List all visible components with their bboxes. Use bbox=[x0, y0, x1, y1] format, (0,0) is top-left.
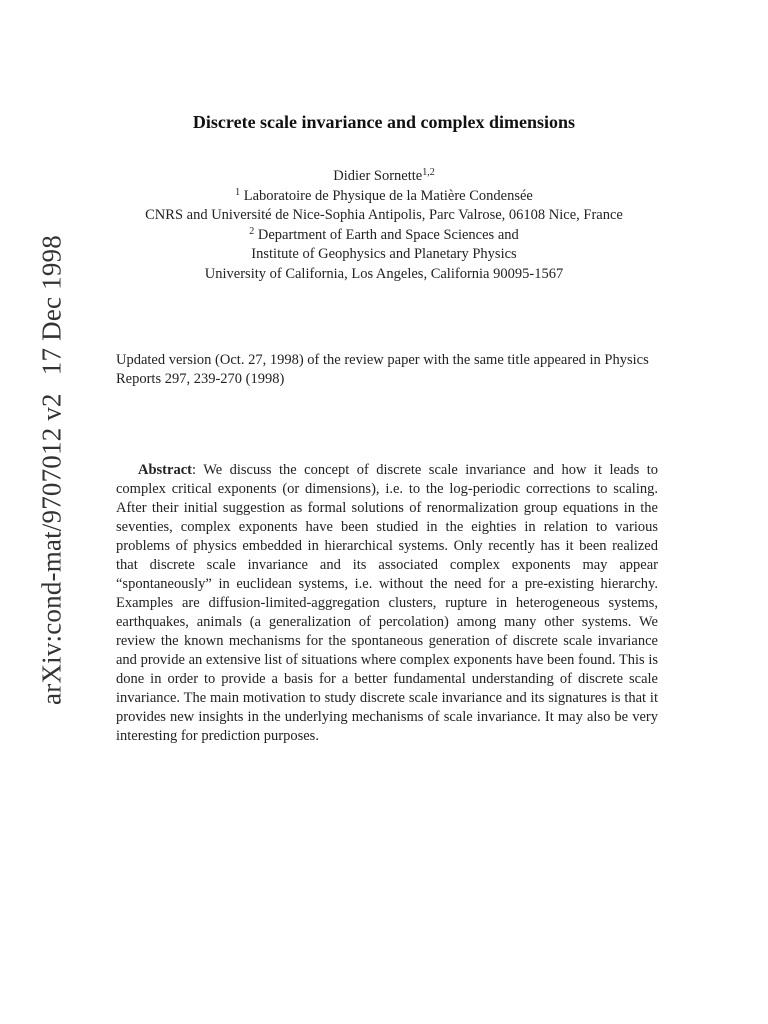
affiliation-1-line-2: CNRS and Université de Nice-Sophia Antipolis, Parc Valrose, 06108 Nice, France bbox=[145, 207, 623, 223]
abstract-text: : We discuss the concept of discrete scale invariance and how it leads to complex critical exponents (or dimensions), i.e. to the log-periodic corrections to scaling. After their initial suggestion as formal solutions of renormalization group equations in the seventies, complex exponents have been studied in the eighties in relation to various problems of physics embedded in hierarchical systems. Only recently has it been realized that discrete scale invariance and its associated complex exponents may appear “spontaneously” in euclidean systems, i.e. without the need for a pre-existing hierarchy. Examples are diffusion-limited-aggregation clusters, rupture in heterogeneous systems, earthquakes, animals (a generalization of percolation) among many other systems. We review the known mechanisms for the spontaneous generation of discrete scale invariance and provide an extensive list of situations where complex exponents have been found. This is done in order to provide a basis for a better fundamental understanding of discrete scale invariance. The main motivation to study discrete scale invariance and its signatures is that it provides new insights in the underlying mechanisms of scale invariance. It may also be very interesting for prediction purposes. bbox=[116, 462, 658, 744]
affiliation-2-line-1 bbox=[0, 226, 768, 246]
abstract-label: Abstract bbox=[138, 462, 192, 478]
arxiv-id: arXiv:cond-mat/9707012 v2 bbox=[36, 393, 67, 705]
author-name: Didier Sornette bbox=[333, 168, 423, 184]
author-line bbox=[0, 167, 768, 187]
affiliation-1-mark: 1 bbox=[235, 186, 241, 198]
affiliation-2-line-2: Institute of Geophysics and Planetary Physics bbox=[251, 246, 517, 262]
paper-title: Discrete scale invariance and complex dimensions bbox=[192, 112, 576, 132]
author-block bbox=[0, 167, 768, 284]
arxiv-identifier-stamp bbox=[37, 235, 68, 705]
affiliation-2-text: Department of Earth and Space Sciences and bbox=[257, 226, 519, 243]
affiliation-1-text: Laboratoire de Physique de la Matière Condensée bbox=[243, 187, 533, 204]
affiliation-2-mark: 2 bbox=[249, 225, 255, 237]
version-note: Updated version (Oct. 27, 1998) of the review paper with the same title appeared in Physics Reports 297, 239-270 (1998) bbox=[116, 352, 649, 387]
abstract-paragraph bbox=[116, 461, 658, 746]
author-superscript: 1,2 bbox=[422, 167, 435, 178]
affiliation-2-line-3: University of California, Los Angeles, California 90095-1567 bbox=[204, 265, 564, 282]
affiliation-1-line-1 bbox=[0, 187, 768, 207]
arxiv-date: 17 Dec 1998 bbox=[36, 235, 67, 376]
